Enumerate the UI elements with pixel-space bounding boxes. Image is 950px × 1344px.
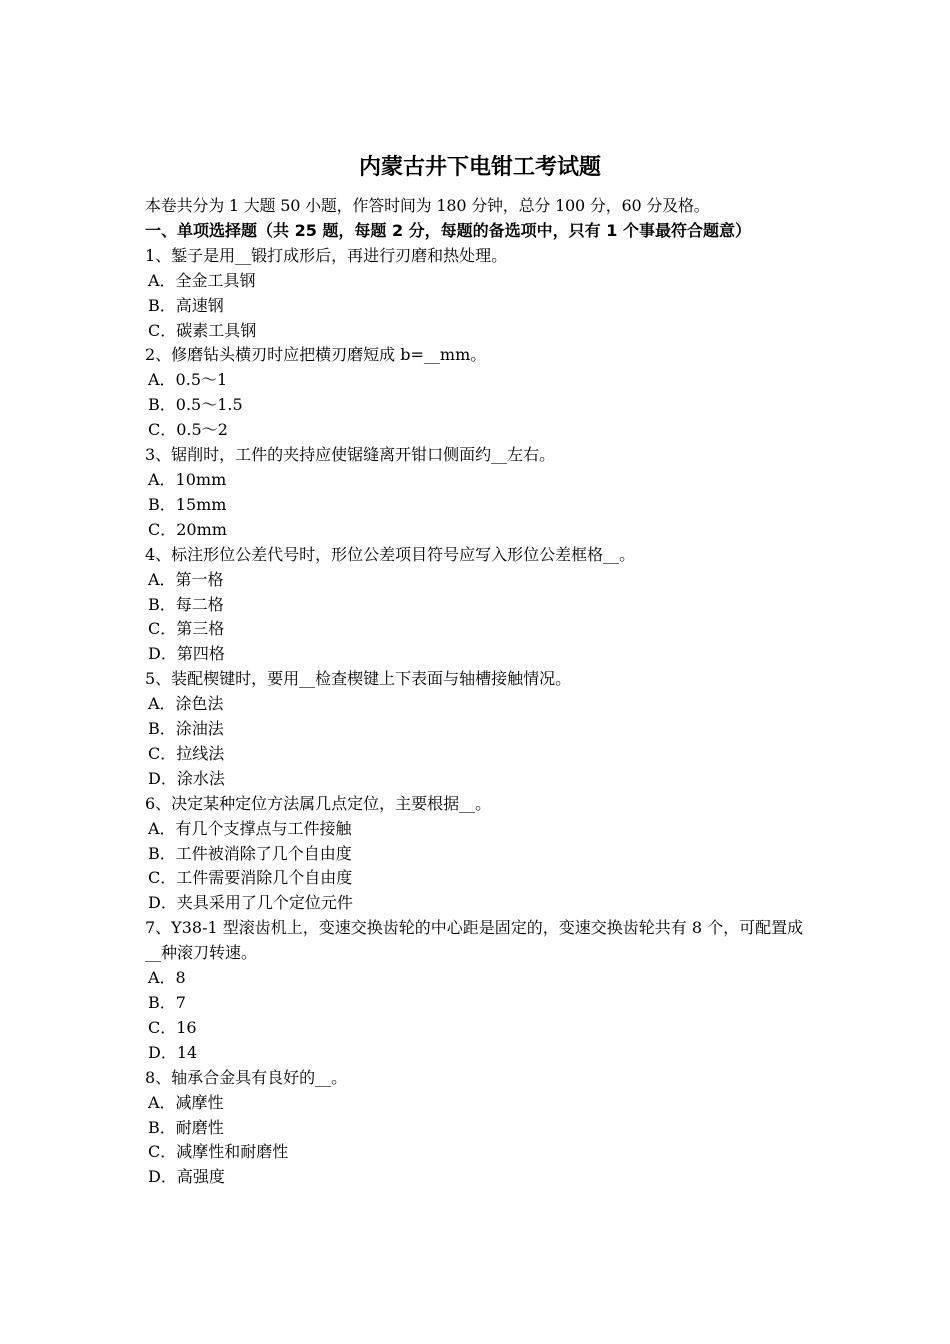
option-b: B．高速钢 <box>148 295 224 315</box>
option-c: C．0.5～2 <box>148 420 228 440</box>
question-stem: 3、锯削时，工件的夹持应使锯缝离开钳口侧面约__左右。 <box>145 445 556 465</box>
document-page <box>145 150 815 1190</box>
option-b: B．工件被消除了几个自由度 <box>148 843 352 863</box>
option-c: C．碳素工具钢 <box>148 320 257 340</box>
question-4 <box>145 543 815 668</box>
question-3 <box>145 443 815 543</box>
section-heading: 一、单项选择题（共 25 题，每题 2 分，每题的备选项中，只有 1 个事最符合题意） <box>145 220 751 240</box>
option-a: A．减摩性 <box>148 1092 224 1112</box>
option-d: D．第四格 <box>148 644 225 664</box>
option-c: C．拉线法 <box>148 743 225 763</box>
option-a: A．第一格 <box>148 569 224 589</box>
question-6 <box>145 792 815 917</box>
option-c: C．减摩性和耐磨性 <box>148 1142 289 1162</box>
option-d: D．高强度 <box>148 1167 225 1187</box>
option-a: A．涂色法 <box>148 694 224 714</box>
option-d: D．涂水法 <box>148 768 225 788</box>
question-2 <box>145 343 815 443</box>
question-stem: 1、錾子是用__锻打成形后，再进行刃磨和热处理。 <box>145 245 508 265</box>
question-7 <box>145 916 815 1065</box>
option-b: B．15mm <box>148 494 227 514</box>
question-stem: 7、Y38-1 型滚齿机上，变速交换齿轮的中心距是固定的，变速交换齿轮共有 8 个，可配置成__种滚刀转速。 <box>145 918 804 963</box>
exam-intro: 本卷共分为 1 大题 50 小题，作答时间为 180 分钟，总分 100 分，60 分及格。 <box>145 196 710 215</box>
option-d: D．14 <box>148 1042 198 1062</box>
option-b: B．7 <box>148 993 186 1012</box>
option-b: B．每二格 <box>148 594 224 614</box>
option-c: C．第三格 <box>148 619 225 639</box>
option-b: B．0.5～1.5 <box>148 395 243 415</box>
option-c: C．16 <box>148 1017 197 1037</box>
question-1 <box>145 244 815 344</box>
option-a: A．全金工具钢 <box>148 270 256 290</box>
question-stem: 5、装配楔键时，要用__检查楔键上下表面与轴槽接触情况。 <box>145 669 572 689</box>
question-stem: 6、决定某种定位方法属几点定位，主要根据__。 <box>145 793 492 813</box>
option-b: B．耐磨性 <box>148 1117 224 1137</box>
option-a: A．10mm <box>148 469 227 489</box>
document-title: 内蒙古井下电钳工考试题 <box>358 155 601 180</box>
option-b: B．涂油法 <box>148 719 224 739</box>
question-5 <box>145 667 815 792</box>
question-stem: 8、轴承合金具有良好的__。 <box>145 1067 348 1087</box>
option-c: C．工件需要消除几个自由度 <box>148 868 353 888</box>
option-a: A．有几个支撑点与工件接触 <box>148 818 352 838</box>
option-a: A．0.5～1 <box>148 370 228 390</box>
question-stem: 4、标注形位公差代号时，形位公差项目符号应写入形位公差框格__。 <box>145 544 636 564</box>
option-d: D．夹具采用了几个定位元件 <box>148 893 353 913</box>
question-stem: 2、修磨钻头横刃时应把横刃磨短成 b=__mm。 <box>145 345 487 365</box>
question-8 <box>145 1066 815 1191</box>
option-c: C．20mm <box>148 519 227 539</box>
option-a: A．8 <box>148 968 186 988</box>
